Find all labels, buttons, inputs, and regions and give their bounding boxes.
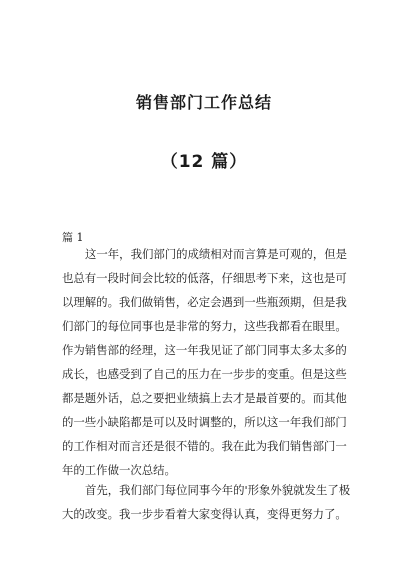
paragraph-2 [62, 478, 352, 526]
paragraph-1 [62, 242, 352, 482]
paragraph-line: 首先，我们部门每位同事今年的'形象外貌就发生了极 [85, 483, 351, 497]
paragraph-line: 也总有一段时间会比较的低落，仔细思考下来，这也是可 [62, 271, 347, 285]
paragraph-line: 的工作相对而言还是很不错的。我在此为我们销售部门一 [62, 439, 347, 453]
paragraph-line: 以理解的。我们做销售，必定会遇到一些瓶颈期，但是我 [62, 295, 347, 309]
paragraph-line: 成长，也感受到了自己的压力在一步步的变重。但是这些 [62, 367, 347, 381]
paragraph-line: 都是题外话，总之要把业绩搞上去才是最首要的。而其他 [62, 391, 347, 405]
paragraph-line: 年的工作做一次总结。 [62, 463, 176, 477]
paragraph-line: 大的改变。我一步步看着大家变得认真，变得更努力了。 [62, 507, 347, 521]
paragraph-line: 作为销售部的经理，这一年我见证了部门同事太多太多的 [62, 343, 347, 357]
document-subtitle: （12 篇） [160, 152, 248, 172]
paragraph-line: 的一些小缺陷都是可以及时调整的，所以这一年我们部门 [62, 415, 347, 429]
paragraph-line: 们部门的每位同事也是非常的努力，这些我都看在眼里。 [62, 319, 347, 333]
document-title: 销售部门工作总结 [135, 93, 272, 112]
paragraph-line: 这一年，我们部门的成绩相对而言算是可观的，但是 [85, 247, 347, 261]
section-label: 篇 1 [62, 231, 84, 244]
